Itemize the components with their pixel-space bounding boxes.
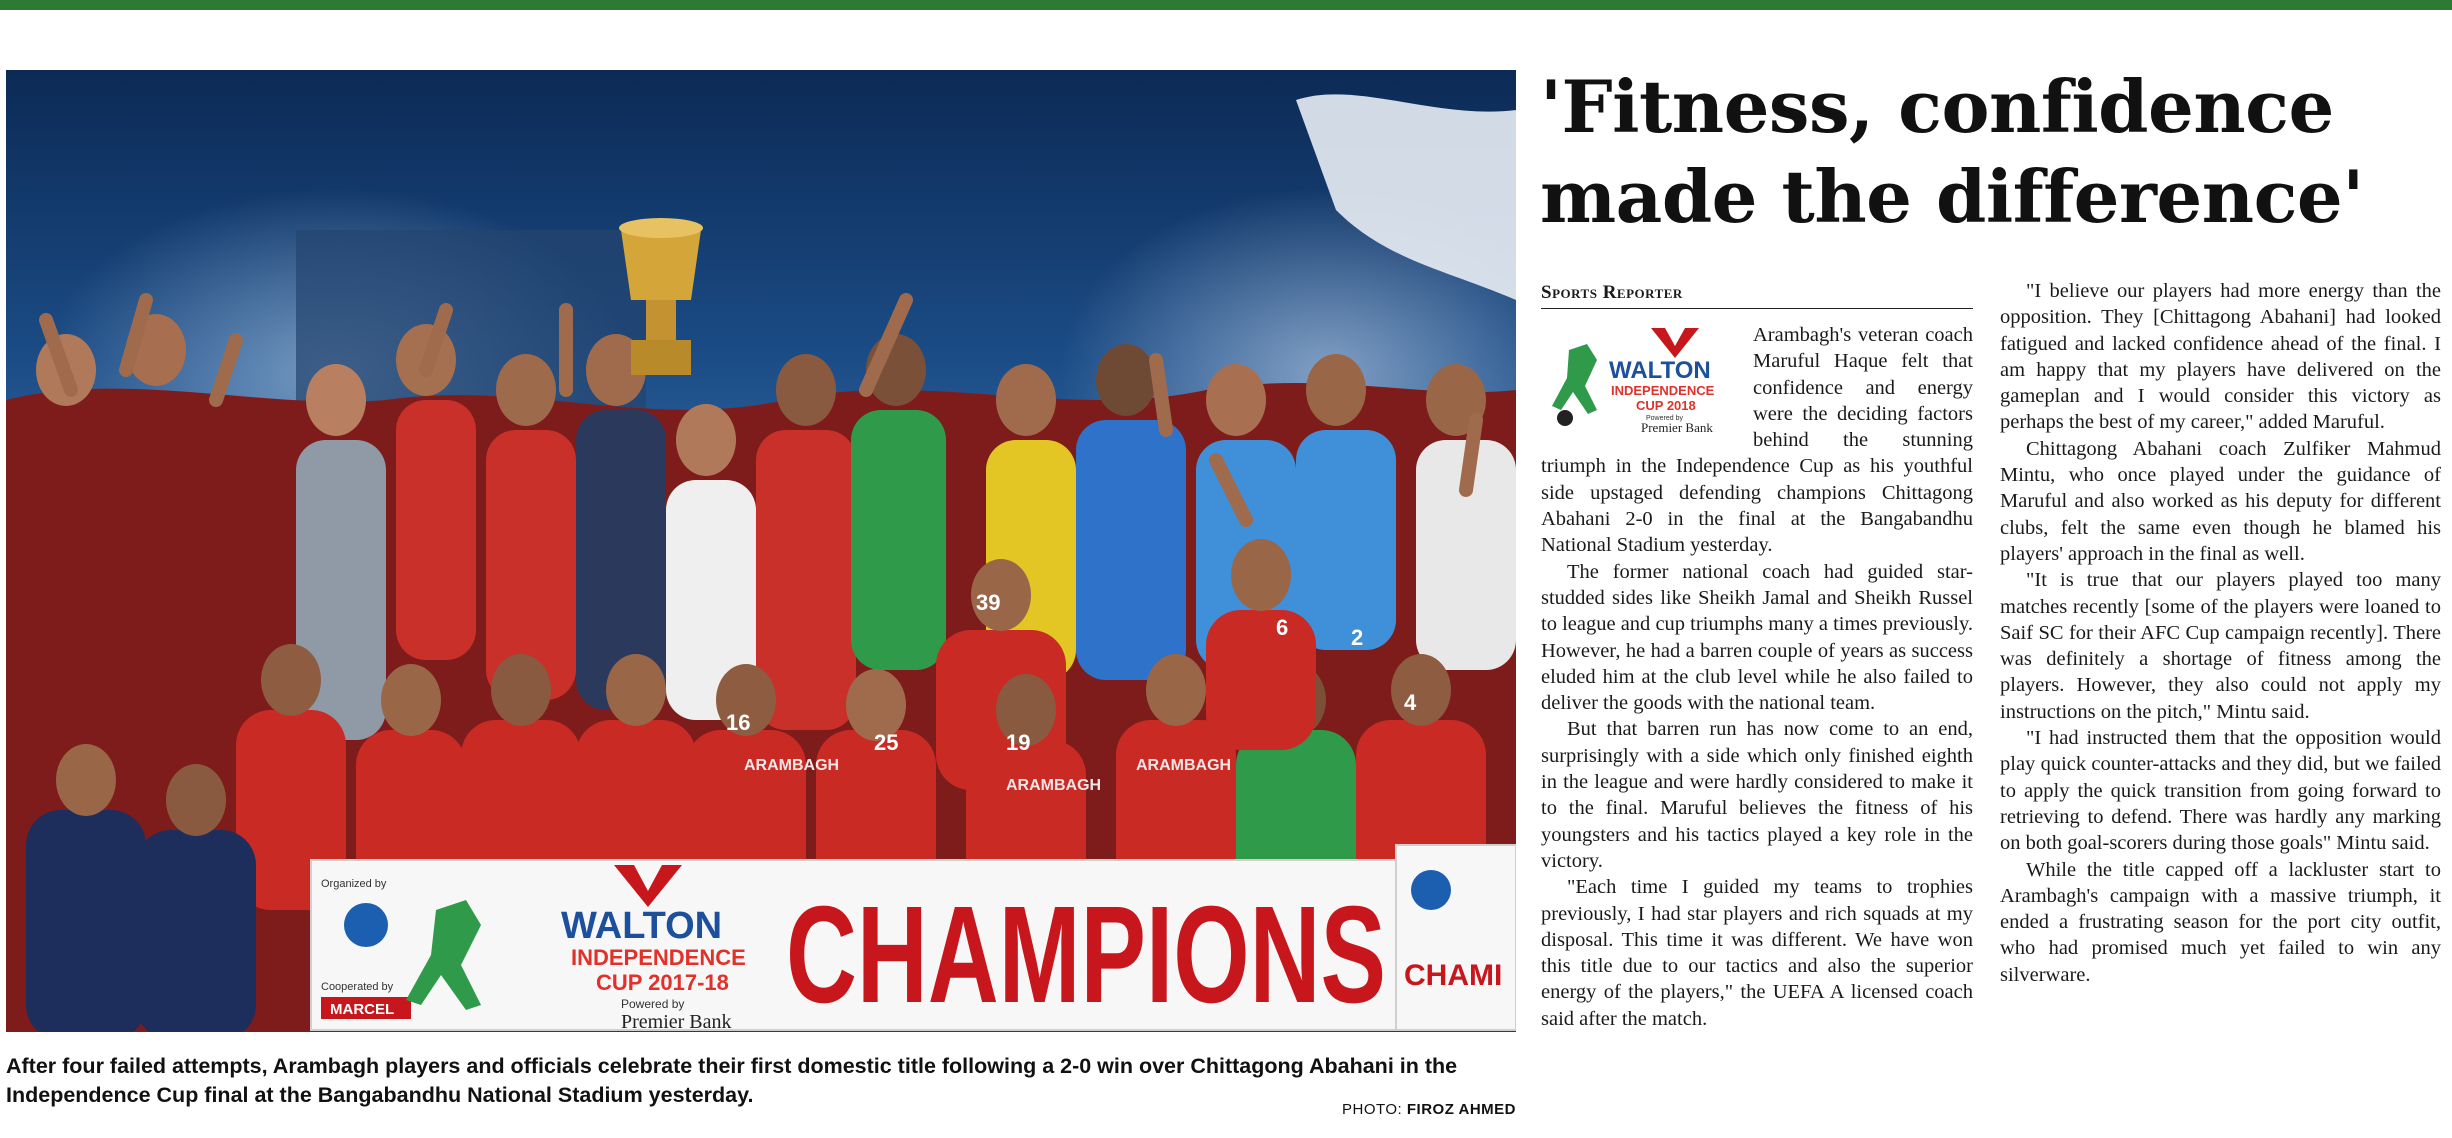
photo-caption: After four failed attempts, Arambagh players and officials celebrate their first domestic title following a 2-0 win over Chittagong Abahani in the Independence Cup final at the Bangabandhu National Stadium yesterday. [6,1054,1458,1107]
article-paragraph: "I believe our players had more energy than the opposition. They [Chittagong Abahani] had looked fatigued and lacked confidence ahead of the final. I am happy that my players have delivered on the gameplan and I would consider this victory as perhaps the best of my career," added Maruful. [2000,280,2441,434]
trophy-icon [619,218,703,375]
article-paragraph: But that barren run has now come to an end, surprisingly with a side which only finished eighth in the league and were hardly considered to make it to the final. Maruful believes the fitness of his youngsters and his tactics played a key role in the victory. [1541,718,1973,872]
jersey-text: ARAMBAGH [1136,757,1232,774]
banner-powered: Powered by [621,997,685,1011]
headline-line: 'Fitness, confidence [1540,64,2334,149]
article-paragraph: "It is true that our players played too many matches recently [some of the players were loaned to Saif SC for their AFC Cup campaign recently]. There was definitely a shortage of fitness among the players. However, they also could not apply my instructions on the pitch," Mintu said. [2000,569,2441,723]
article-paragraph: Arambagh's veteran coach Maruful Haque felt that confidence and energy were the deciding factors behind the stunning triumph in the Independence Cup as his youthful side upstaged defending champions Chittagong Abahani 2-0 in the final at the Bangabandhu National Stadium yesterday. [1541,324,1973,557]
banner-marcel: MARCEL [330,1001,395,1018]
article-paragraph: "Each time I guided my teams to trophies previously, I had star players and rich squads at my disposal. This time it was different. We have won this title due to our tactics and also the superior energy of the players," the UEFA A licensed coach said after the match. [1541,876,1973,1030]
article-paragraph: "I had instructed them that the opposition would play quick counter-attacks and they did, but we failed to apply the quick transition from going forward to retrieving to defend. There was hardly any marking on both goal-scorers during those goals" Mintu said. [2000,727,2441,855]
jersey-number: 25 [874,730,899,755]
jersey-number: 2 [1351,625,1364,650]
logo-brand: WALTON [1609,357,1711,384]
article-paragraph: While the title capped off a lackluster start to Arambagh's campaign with a massive triumph, it ended a frustrating season for the port city outfit, who had promised much yet failed to win any silverware. [2000,858,2441,986]
logo-powered: Powered by [1646,415,1683,422]
jersey-number: 19 [1006,730,1031,755]
federation-logo-icon [344,903,388,947]
walton-logo-icon [1541,322,1747,440]
article-paragraph: Chittagong Abahani coach Zulfiker Mahmud Mintu, who once played under the guidance of Maruful and also worked as his deputy for different clubs, felt the same even though he blamed his players' approach in the final as well. [2000,437,2441,565]
sponsor-logo [1541,322,1753,440]
jersey-text: ARAMBAGH [744,757,840,774]
article-column-2 [2000,278,2441,988]
headline-line: made the difference' [1540,154,2364,239]
article-paragraph: The former national coach had guided star-studded sides like Sheikh Jamal and Sheikh Russel to league and cup triumphs many a times previously. However, he had a barren couple of years as success eluded him at the club level while he also failed to deliver the goods with the national team. [1541,560,1973,715]
banner-organized: Organized by [321,878,387,890]
photo-credit-name: FIROZ AHMED [1406,1101,1516,1118]
jersey-number: 16 [726,710,751,735]
banner-sponsor: Premier Bank [621,1011,732,1032]
section-top-bar [0,0,2452,10]
logo-sponsor: Premier Bank [1641,420,1713,435]
byline: Sports Reporter [1541,282,1973,309]
white-flag [1296,94,1516,300]
jersey-number: 39 [976,590,1001,615]
article-column-1 [1541,322,1973,1032]
headline [1540,62,2440,242]
photo-credit [1342,1101,1516,1118]
banner-cooperated: Cooperated by [321,981,394,993]
banner-event-2: CUP 2017-18 [596,970,729,995]
logo-event-2: CUP 2018 [1636,398,1696,413]
banner-brand: WALTON [561,905,723,947]
jersey-text: ARAMBAGH [1006,777,1102,794]
photo-illustration [6,70,1516,1032]
banner-champions-text: CHAMPIONS [786,878,1386,1032]
logo-event-1: INDEPENDENCE [1611,383,1715,398]
jersey-number: 6 [1276,615,1289,640]
photo-credit-label: PHOTO: [1341,1101,1403,1118]
federation-logo-icon [1411,870,1451,910]
jersey-number: 4 [1404,690,1417,715]
champions-banner [311,845,1516,1032]
celebration-photo [6,70,1516,1032]
banner-side-text: CHAMI [1404,959,1503,992]
banner-event-1: INDEPENDENCE [571,945,746,970]
